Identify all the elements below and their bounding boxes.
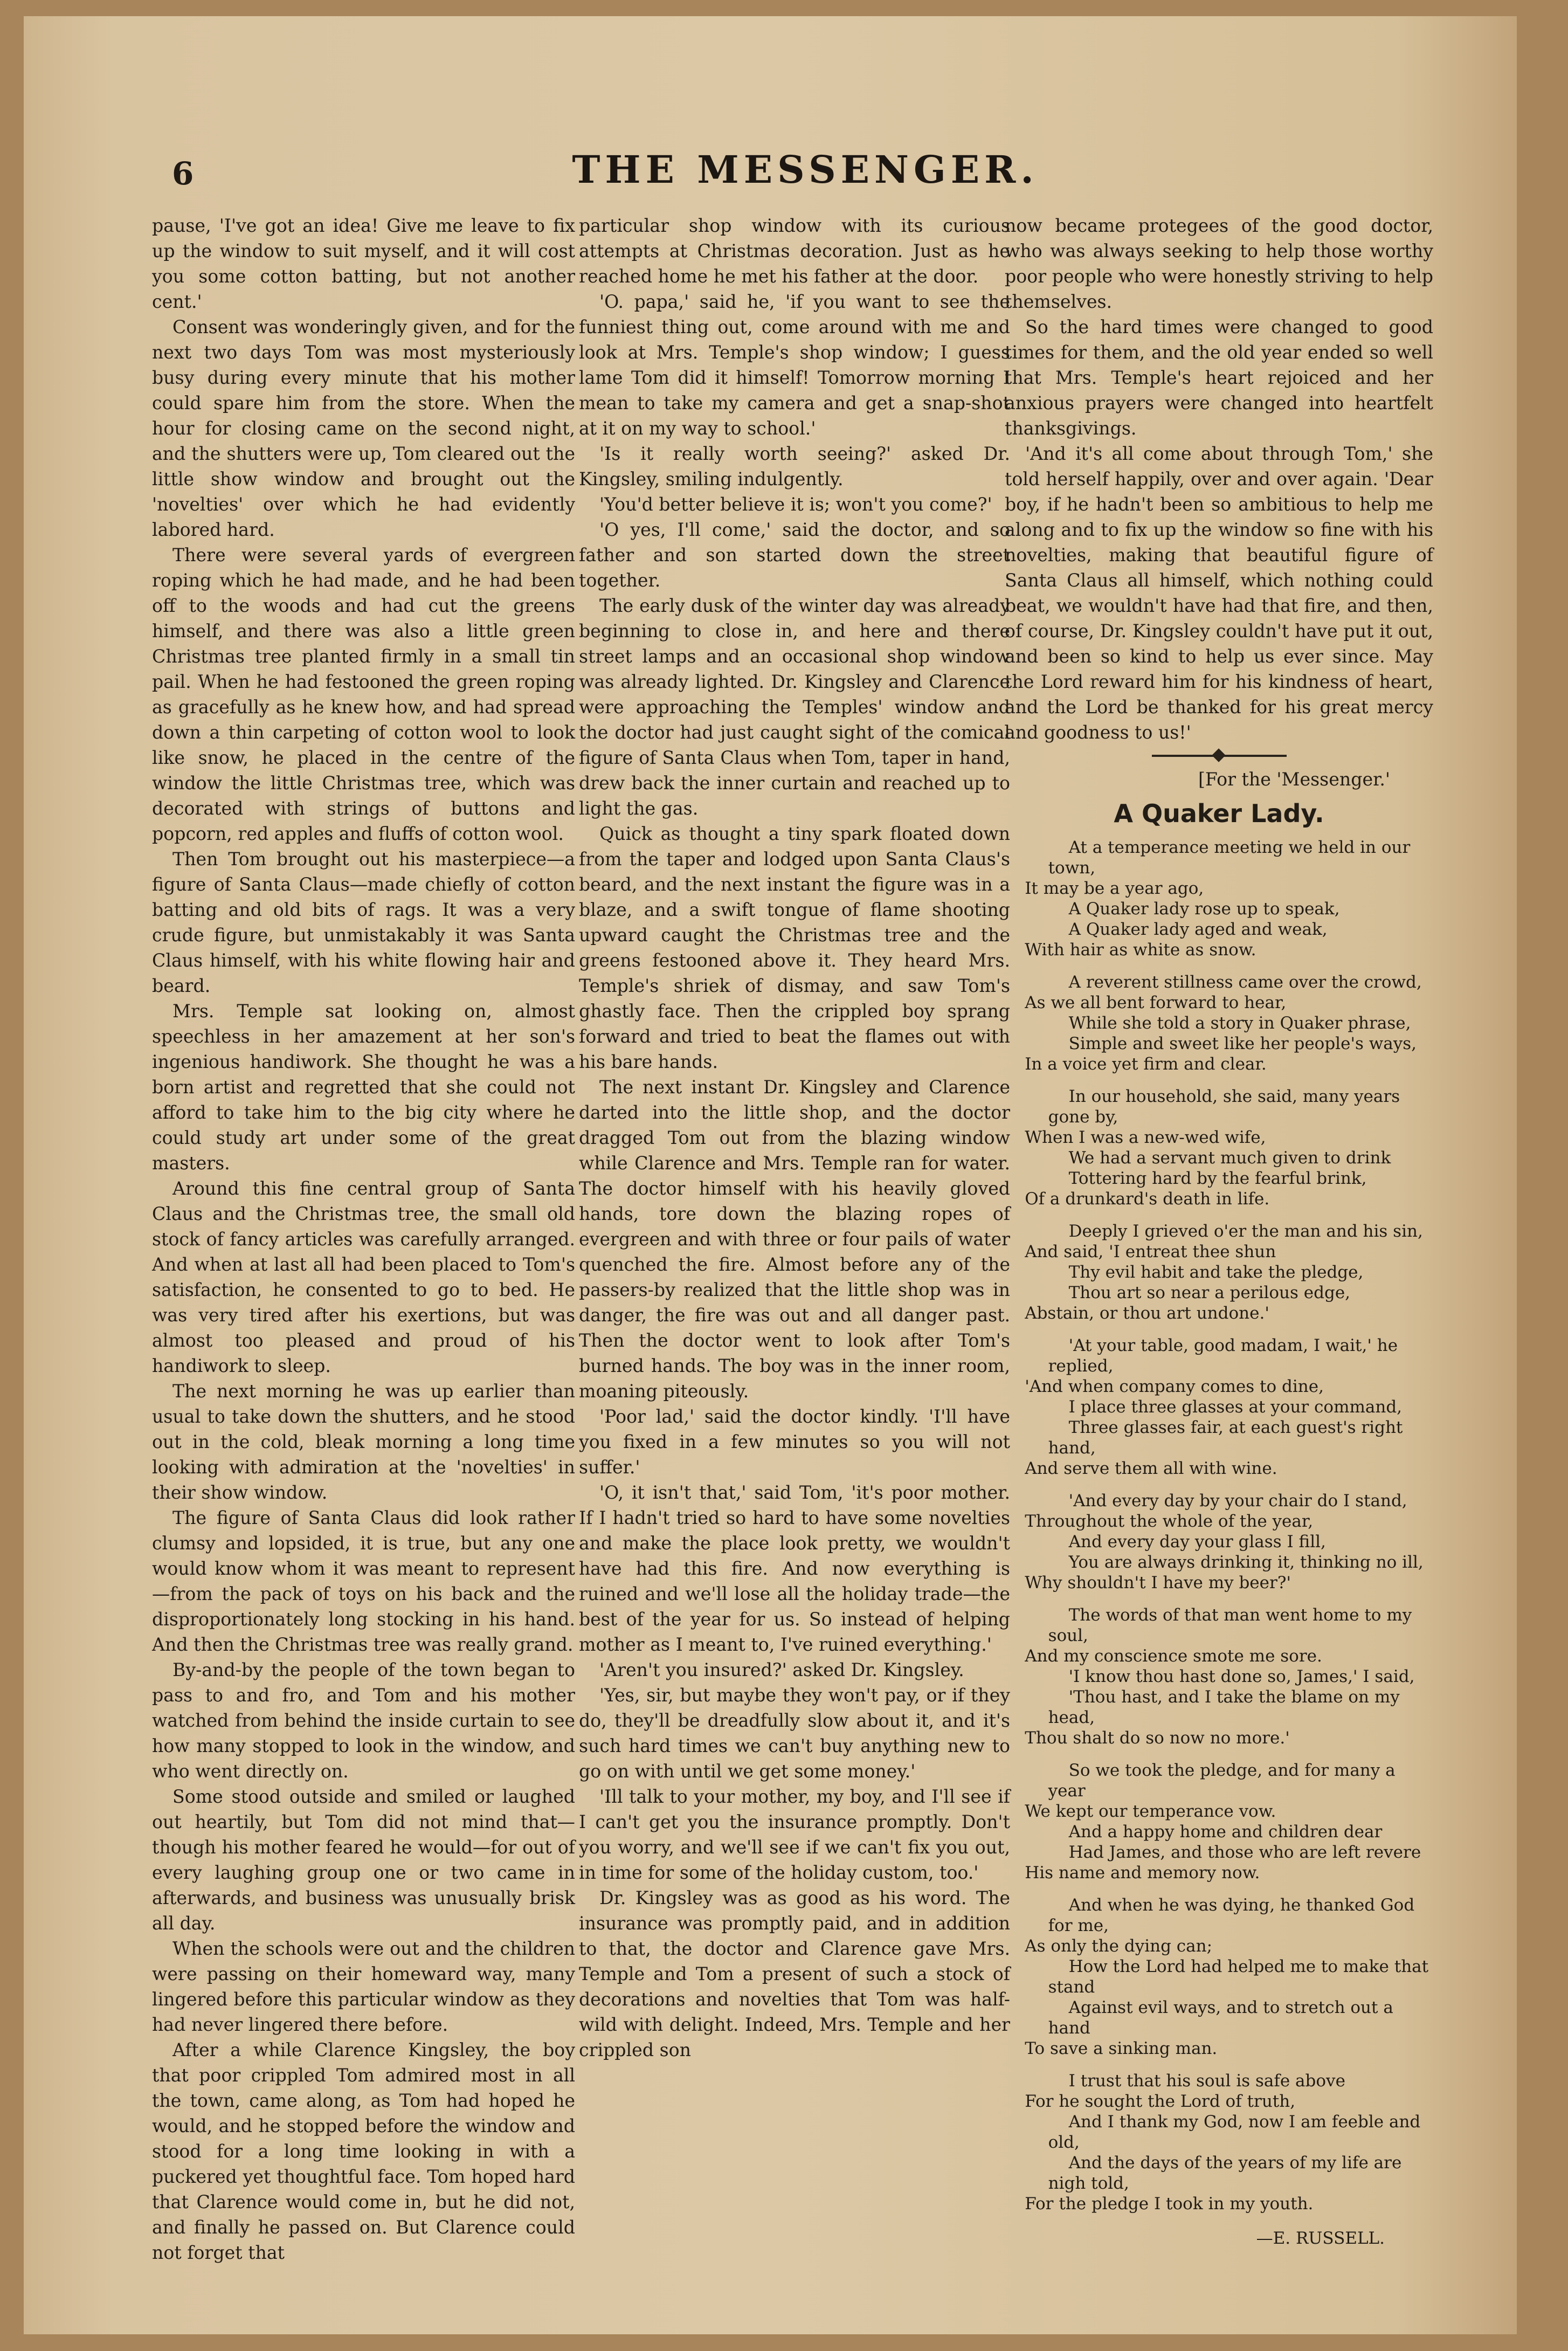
paragraph: Quick as thought a tiny spark floated down from the taper and lodged upon Santa Claus's beard, and the next instant the figure was in a blaze, and a swift tongue of flame shooting upward caught the Christmas tree and the greens festooned above it. They heard Mrs. Temple's shriek of dismay, and saw Tom's ghastly face. Then the crippled boy sprang forward and tried to beat the flames out with his bare hands.: [579, 823, 1010, 1072]
poem-line: Three glasses fair, at each guest's right hand,: [1048, 1418, 1403, 1458]
poem-stanza: [1005, 1086, 1433, 1209]
poem-line: And serve them all with wine.: [1025, 1459, 1277, 1478]
poem-line: How the Lord had helped me to make that stand: [1048, 1957, 1429, 1997]
poem-stanza: [1005, 1605, 1433, 1748]
poem-line: Had James, and those who are left revere: [1068, 1843, 1421, 1862]
paragraph: After a while Clarence Kingsley, the boy that poor crippled Tom admired most in all the town, came along, as Tom had hoped he would, and he stopped before the window and stood for a long time looking in with a puckered yet thoughtful face. Tom hoped hard that Clarence would come in, but he did not, and finally he passed on. But Clarence could not forget that: [152, 2039, 575, 2263]
poem-title: A Quaker Lady.: [1114, 799, 1324, 828]
paragraph: There were several yards of evergreen roping which he had made, and he had been off to the woods and had cut the greens himself, and there was also a little green Christmas tree planted firmly in a small tin pail. When he had festooned the green roping as gracefully as he knew how, and had spread down a thin carpeting of cotton wool to look like snow, he placed in the centre of the window the little Christmas tree, which was decorated with strings of buttons and popcorn, red apples and fluffs of cotton wool.: [152, 544, 575, 844]
paragraph: 'Poor lad,' said the doctor kindly. 'I'll have you fixed in a few minutes so you will not suffer.': [579, 1406, 1010, 1478]
paragraph: pause, 'I've got an idea! Give me leave to fix up the window to suit myself, and it will cost you some cotton batting, but not another cent.': [152, 215, 575, 312]
paragraph: now became protegees of the good doctor, who was always seeking to help those worthy poor people who were honestly striving to help themselves.: [1005, 215, 1433, 312]
poem-line: 'And when company comes to dine,: [1025, 1377, 1324, 1396]
poem-stanza: [1005, 972, 1433, 1074]
poem-line: A Quaker lady aged and weak,: [1068, 920, 1328, 939]
paragraph: particular shop window with its curious attempts at Christmas decoration. Just as he reached home he met his father at the door.: [579, 215, 1010, 287]
column-3: [1005, 213, 1433, 2251]
poem-line: In a voice yet firm and clear.: [1025, 1054, 1267, 1074]
poem-stanza: [1005, 1335, 1433, 1479]
poem-line: So we took the pledge, and for many a year: [1048, 1761, 1396, 1801]
poem-line: While she told a story in Quaker phrase,: [1068, 1014, 1411, 1033]
paragraph: So the hard times were changed to good times for them, and the old year ended so well that Mrs. Temple's heart rejoiced and her anxious prayers were changed into heartfelt thanksgivings.: [1005, 316, 1433, 439]
poem-line: And every day your glass I fill,: [1068, 1532, 1326, 1552]
column-2: [579, 213, 1010, 2063]
poem-line: And a happy home and children dear: [1068, 1822, 1383, 1842]
paragraph: By-and-by the people of the town began to pass to and fro, and Tom and his mother watched from behind the inside curtain to see how many stopped to look in the window, and who went directly on.: [152, 1659, 575, 1782]
poem-line: At a temperance meeting we held in our town,: [1048, 838, 1411, 878]
section-divider: [1152, 755, 1287, 757]
page-number: 6: [172, 155, 194, 192]
paragraph: Dr. Kingsley was as good as his word. The insurance was promptly paid, and in addition to that, the doctor and Clarence gave Mrs. Temple and Tom a present of such a stock of decorations and novelties that Tom was half-wild with delight. Indeed, Mrs. Temple and her crippled son: [579, 1887, 1010, 2060]
poem-line: Tottering hard by the fearful brink,: [1068, 1169, 1367, 1188]
paragraph: The figure of Santa Claus did look rather clumsy and lopsided, it is true, but any one would know whom it was meant to represent—from the pack of toys on his back and the disproportionately long stocking in his hand. And then the Christmas tree was really grand.: [152, 1507, 575, 1655]
poem-line: Of a drunkard's death in life.: [1025, 1189, 1270, 1209]
poem-body: [1005, 837, 1433, 2214]
paragraph: 'And it's all come about through Tom,' she told herself happily, over and over again. 'Dear boy, if he hadn't been so ambitious to help me along and to fix up the window so fine with his novelties, making that beautiful figure of Santa Claus all himself, which nothing could beat, we wouldn't have had that fire, and then, of course, Dr. Kingsley couldn't have put it out, and been so kind to help us ever since. May the Lord reward him for his kindness of heart, and the Lord be thanked for his great mercy and goodness to us!': [1005, 443, 1433, 743]
poem-line: And the days of the years of my life are nigh told,: [1048, 2153, 1402, 2193]
paragraph: 'Yes, sir, but maybe they won't pay, or if they do, they'll be dreadfully slow about it, and it's such hard times we can't buy anything new to go on with until we get some money.': [579, 1685, 1010, 1782]
newspaper-page: [24, 16, 1517, 2334]
poem-line: 'And every day by your chair do I stand,: [1068, 1491, 1407, 1511]
paragraph: 'You'd better believe it is; won't you come?': [599, 494, 992, 515]
paragraph: The next morning he was up earlier than usual to take down the shutters, and he stood out in the cold, bleak morning a long time looking with admiration at the 'novelties' in their show window.: [152, 1381, 575, 1503]
poem-line: Against evil ways, and to stretch out a hand: [1048, 1998, 1393, 2038]
poem-line: It may be a year ago,: [1025, 879, 1204, 898]
paragraph: Then Tom brought out his masterpiece—a figure of Santa Claus—made chiefly of cotton batting and old bits of rags. It was a very crude figure, but unmistakably it was Santa Claus himself, with his white flowing hair and beard.: [152, 849, 575, 996]
poem-line: And I thank my God, now I am feeble and old,: [1048, 2112, 1421, 2152]
poem-line: And said, 'I entreat thee shun: [1025, 1242, 1276, 1261]
poem-line: The words of that man went home to my soul,: [1048, 1605, 1412, 1645]
poem-line: For the pledge I took in my youth.: [1025, 2194, 1314, 2214]
poem-line: I place three glasses at your command,: [1068, 1397, 1403, 1417]
poem-line: A Quaker lady rose up to speak,: [1068, 899, 1340, 919]
paragraph: Some stood outside and smiled or laughed out heartily, but Tom did not mind that—though his mother feared he would—for out of every laughing group one or two came in afterwards, and business was unusually brisk all day.: [152, 1786, 575, 1934]
poem-line: And when he was dying, he thanked God for me,: [1048, 1895, 1415, 1935]
paragraph: The next instant Dr. Kingsley and Clarence darted into the little shop, and the doctor dragged Tom out from the blazing window while Clarence and Mrs. Temple ran for water. The doctor himself with his heavily gloved hands, tore down the blazing ropes of evergreen and with three or four pails of water quenched the fire. Almost before any of the passers-by realized that the little shop was in danger, the fire was out and all danger past. Then the doctor went to look after Tom's burned hands. The boy was in the inner room, moaning piteously.: [579, 1077, 1010, 1402]
poem-credit: [For the 'Messenger.': [1198, 769, 1390, 790]
poem-stanza: [1005, 1491, 1433, 1593]
poem-stanza: [1005, 1895, 1433, 2059]
poem-line: We kept our temperance vow.: [1025, 1802, 1276, 1821]
poem-line: 'Thou hast, and I take the blame on my head,: [1048, 1687, 1400, 1727]
column-1: [152, 213, 575, 2265]
poem-line: 'I know thou hast done so, James,' I said,: [1068, 1667, 1415, 1686]
poem-line: His name and memory now.: [1025, 1863, 1260, 1883]
paragraph: Mrs. Temple sat looking on, almost speechless in her amazement at her son's ingenious handiwork. She thought he was a born artist and regretted that she could not afford to take him to the big city where he could study art under some of the great masters.: [152, 1001, 575, 1174]
poem-line: As only the dying can;: [1025, 1936, 1213, 1956]
paragraph: When the schools were out and the children were passing on their homeward way, many lingered before this particular window as they had never lingered there before.: [152, 1938, 575, 2035]
poem-line: To save a sinking man.: [1025, 2039, 1218, 2058]
paragraph: 'O yes, I'll come,' said the doctor, and so father and son started down the street together.: [579, 519, 1010, 591]
poem-line: With hair as white as snow.: [1025, 940, 1256, 960]
poem-line: As we all bent forward to hear,: [1025, 993, 1287, 1012]
poem-author: —E. RUSSELL.: [1256, 2229, 1385, 2248]
poem-line: I trust that his soul is safe above: [1068, 2071, 1345, 2091]
poem-line: You are always drinking it, thinking no ill,: [1068, 1553, 1424, 1572]
poem-line: Throughout the whole of the year,: [1025, 1512, 1314, 1531]
poem-line: Deeply I grieved o'er the man and his sin,: [1068, 1222, 1423, 1241]
paragraph: Around this fine central group of Santa Claus and the Christmas tree, the small old stock of fancy articles was carefully arranged. And when at last all had been placed to Tom's satisfaction, he consented to go to bed. He was very tired after his exertions, but was almost too pleased and proud of his handiwork to sleep.: [152, 1178, 575, 1376]
poem-line: A reverent stillness came over the crowd,: [1068, 973, 1422, 992]
poem-line: Why shouldn't I have my beer?': [1025, 1573, 1291, 1592]
poem-line: We had a servant much given to drink: [1068, 1148, 1391, 1168]
poem-line: And my conscience smote me sore.: [1025, 1646, 1322, 1666]
paragraph: Consent was wonderingly given, and for the next two days Tom was most mysteriously busy during every minute that his mother could spare him from the store. When the hour for closing came on the second night, and the shutters were up, Tom cleared out the little show window and brought out the 'novelties' over which he had evidently labored hard.: [152, 316, 575, 540]
masthead-title: THE MESSENGER.: [572, 147, 1039, 192]
poem-line: Thou art so near a perilous edge,: [1068, 1283, 1351, 1302]
poem-line: Thou shalt do so now no more.': [1025, 1728, 1290, 1748]
poem-line: 'At your table, good madam, I wait,' he replied,: [1048, 1336, 1398, 1376]
poem-line: Simple and sweet like her people's ways,: [1068, 1034, 1417, 1053]
paragraph: 'Ill talk to your mother, my boy, and I'll see if I can't get you the insurance promptly. Don't you worry, and we'll see if we can't fix you out, in time for some of the holiday custom, too.': [579, 1786, 1010, 1883]
poem-stanza: [1005, 837, 1433, 960]
poem-stanza: [1005, 1221, 1433, 1323]
poem-line: Thy evil habit and take the pledge,: [1068, 1263, 1364, 1282]
poem-line: In our household, she said, many years gone by,: [1048, 1087, 1400, 1127]
poem-stanza: [1005, 1760, 1433, 1883]
poem-line: Abstain, or thou art undone.': [1025, 1304, 1269, 1323]
paragraph: 'Is it really worth seeing?' asked Dr. Kingsley, smiling indulgently.: [579, 443, 1010, 489]
poem-line: For he sought the Lord of truth,: [1025, 2092, 1296, 2111]
paragraph: 'O, it isn't that,' said Tom, 'it's poor mother. If I hadn't tried so hard to have some novelties and make the place look pretty, we wouldn't have had this fire. And now everything is ruined and we'll lose all the holiday trade—the best of the year for us. So instead of helping mother as I meant to, I've ruined everything.': [579, 1482, 1010, 1655]
paragraph: 'Aren't you insured?' asked Dr. Kingsley.: [599, 1659, 964, 1680]
poem-stanza: [1005, 2071, 1433, 2214]
paragraph: The early dusk of the winter day was already beginning to close in, and here and there street lamps and an occasional shop window was already lighted. Dr. Kingsley and Clarence were approaching the Temples' window and the doctor had just caught sight of the comical figure of Santa Claus when Tom, taper in hand, drew back the inner curtain and reached up to light the gas.: [579, 595, 1010, 819]
paragraph: 'O. papa,' said he, 'if you want to see the funniest thing out, come around with me and look at Mrs. Temple's shop window; I guess lame Tom did it himself! Tomorrow morning I mean to take my camera and get a snap-shot at it on my way to school.': [579, 291, 1010, 439]
poem-line: When I was a new-wed wife,: [1025, 1128, 1266, 1147]
